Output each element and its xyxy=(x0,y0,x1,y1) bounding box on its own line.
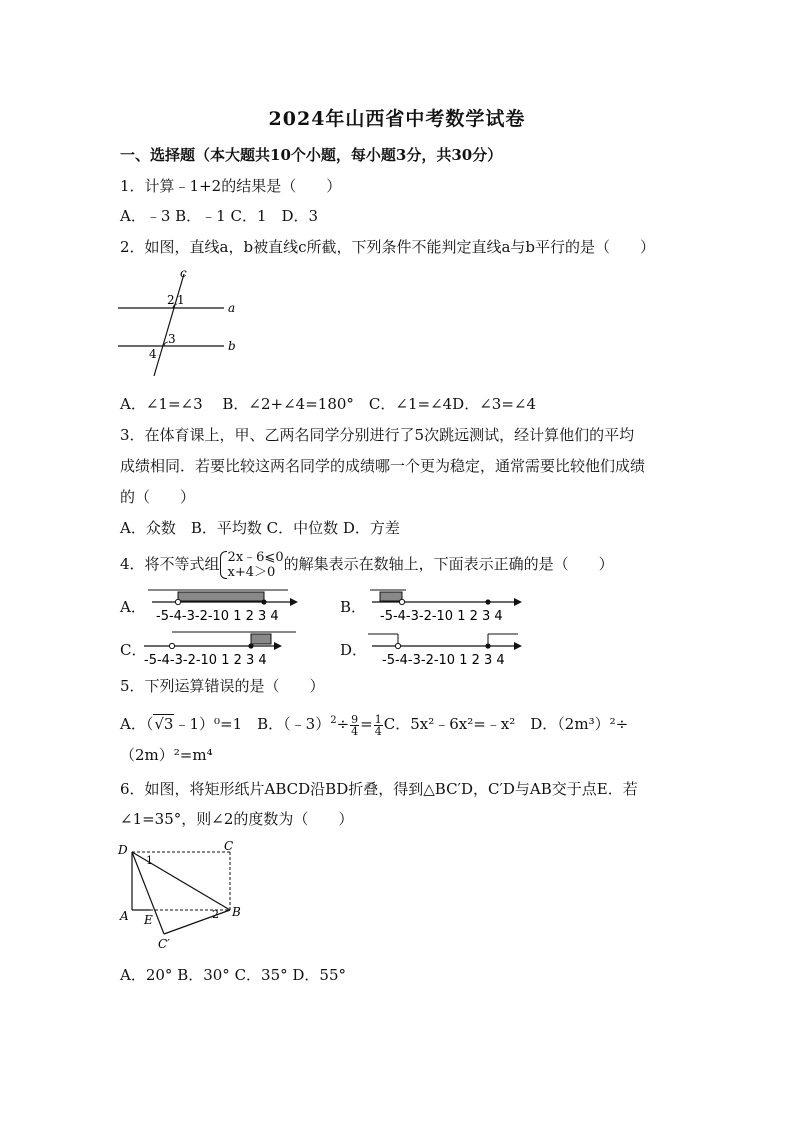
label-c: c xyxy=(180,266,187,280)
q3-stem-line2: 成绩相同．若要比较这两名同学的成绩哪一个更为稳定，通常需要比较他们成绩 xyxy=(120,457,646,475)
q4-option-d-label: D． xyxy=(340,641,368,659)
q1-options: A．﹣3 B．﹣1 C．1 D．3 xyxy=(120,207,319,225)
q4-numberline-b xyxy=(368,586,528,624)
q6-stem-line2: ∠1=35°，则∠2的度数为（ ） xyxy=(120,810,354,828)
label-b: b xyxy=(228,339,236,353)
angle-4-label: 4 xyxy=(149,347,157,361)
point-C-prime: C′ xyxy=(158,937,170,951)
exam-title: 2024年山西省中考数学试卷 xyxy=(268,108,526,130)
q6-figure xyxy=(112,838,252,954)
q4-axis-label-a: -5-4-3-2-10 1 2 3 4 xyxy=(156,609,279,624)
q4-suffix: 的解集表示在数轴上，下面表示正确的是（ ） xyxy=(283,555,614,573)
angle-1-label: 1 xyxy=(146,854,153,867)
q2-stem: 2．如图，直线a，b被直线c所截，下列条件不能判定直线a与b平行的是（ ） xyxy=(120,238,656,256)
q4-axis-label-c: -5-4-3-2-10 1 2 3 4 xyxy=(144,653,267,668)
point-E: E xyxy=(144,913,153,927)
fraction-1-4: $\frac{1}{4}$ xyxy=(374,712,382,738)
line-c xyxy=(154,274,184,376)
point-A: A xyxy=(120,909,129,923)
q3-options: A．众数 B．平均数 C．中位数 D．方差 xyxy=(120,519,400,537)
angle-2-label: 2 xyxy=(212,908,219,921)
q4-prefix: 4．将不等式组 xyxy=(120,555,220,573)
q3-stem-line3: 的（ ） xyxy=(120,488,196,506)
q4-option-a-label: A． xyxy=(120,598,146,616)
q4-numberline-a xyxy=(148,586,298,624)
q4-axis-label-b: -5-4-3-2-10 1 2 3 4 xyxy=(380,609,503,624)
q2-options: A．∠1=∠3 B．∠2+∠4=180° C．∠1=∠4D．∠3=∠4 xyxy=(120,395,536,413)
inequality-1: 2x﹣6⩽0 xyxy=(227,550,284,565)
sqrt-3: √3 xyxy=(154,715,174,733)
label-a: a xyxy=(228,301,236,315)
q5-options-line2: （2m）²=m⁴ xyxy=(120,746,213,764)
q4-option-c-label: C． xyxy=(120,641,147,659)
angle-1-label: 1 xyxy=(177,293,185,307)
point-C: C xyxy=(224,839,234,853)
point-B: B xyxy=(232,905,241,919)
q4-stem xyxy=(120,548,614,580)
inequality-2: x+4＞0 xyxy=(227,565,276,580)
angle-3-label: 3 xyxy=(168,332,176,346)
q4-axis-label-d: -5-4-3-2-10 1 2 3 4 xyxy=(382,653,505,668)
q4-numberline-d xyxy=(368,628,528,668)
q4-option-b-label: B． xyxy=(340,598,367,616)
q6-options: A．20° B．30° C．35° D．55° xyxy=(120,966,347,984)
angle-2-label: 2 xyxy=(167,293,175,307)
fraction-9-4: $\frac{9}{4}$ xyxy=(351,712,359,738)
q5-stem: 5．下列运算错误的是（ ） xyxy=(120,677,325,695)
q3-stem-line1: 3．在体育课上，甲、乙两名同学分别进行了5次跳远测试，经计算他们的平均 xyxy=(120,426,635,444)
section-heading: 一、选择题（本大题共10个小题，每小题3分，共30分） xyxy=(120,146,503,164)
inequality-system xyxy=(220,550,284,580)
q4-numberline-c xyxy=(140,628,300,668)
q5-options-line1: A．（√3﹣1）⁰=1 B．（﹣3）$^2$÷ $\frac{9}{4}$ = $\frac{1}{4}$ C．5x²﹣6x²=﹣x² D．（2m³）²÷ xyxy=(120,712,629,738)
q1-stem: 1．计算﹣1+2的结果是（ ） xyxy=(120,177,342,195)
q2-figure xyxy=(112,266,272,380)
q6-stem-line1: 6．如图，将矩形纸片ABCD沿BD折叠，得到△BC′D，C′D与AB交于点E．若 xyxy=(120,780,638,798)
point-D: D xyxy=(118,843,128,857)
